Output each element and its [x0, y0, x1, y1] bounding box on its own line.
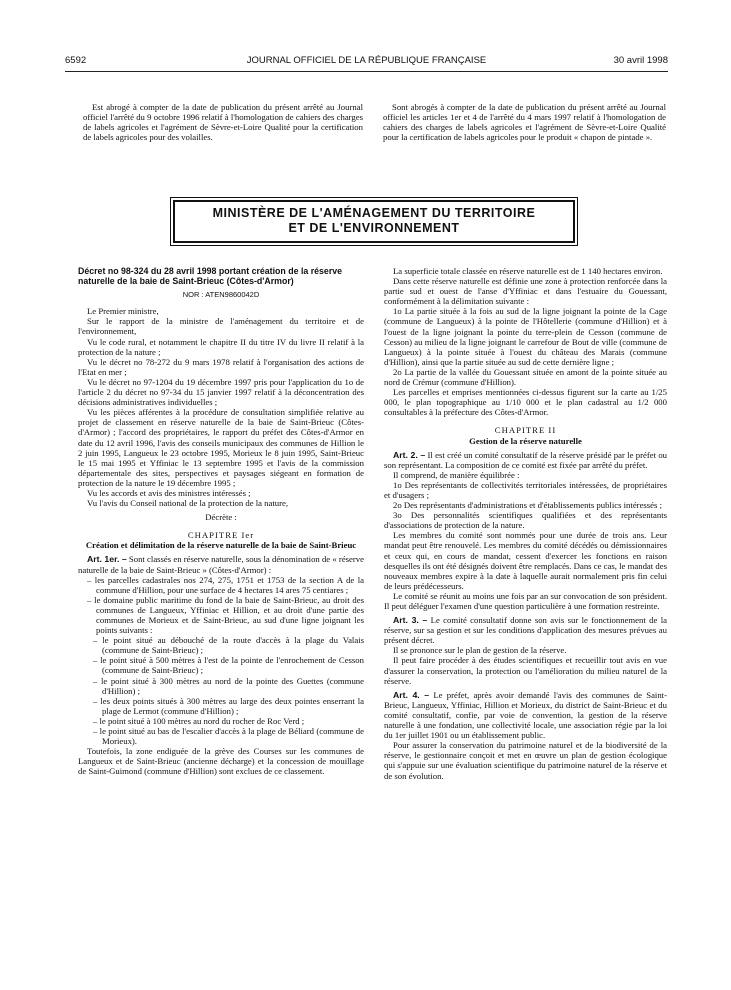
article-label: Art. 2. –: [393, 449, 426, 460]
ministry-line-1: MINISTÈRE DE L'AMÉNAGEMENT DU TERRITOIRE: [212, 206, 536, 220]
header-rule: [65, 71, 668, 72]
page-number: 6592: [65, 55, 87, 66]
ministry-line-2: ET DE L'ENVIRONNEMENT: [288, 221, 460, 235]
list-item: – les parcelles cadastrales nos 274, 275, 1751 et 1753 de la section A de la commune d'Hillion, pour une surface de 4 hectares 14 ares 75 centiares ;: [87, 574, 364, 595]
paragraph: 1o La partie située à la fois au sud de la ligne joignant la pointe de la Cage (commune de Langueux) à la pointe de l'Hôtellerie (commune d'Hillion) et à l'ouest de la ligne joignant la pointe du terre-plein de Cesson (commune de Cesson) au milieu de la ligne joignant le carrefour de Bout de ville (commune de Langueux) à la pointe située à l'ouest du château des Marais (commune d'Hillion), ainsi que la partie située au sud de cette dernière ligne ;: [384, 306, 667, 367]
preamble-paragraph: Vu le code rural, et notamment le chapitre II du titre IV du livre II relatif à la protection de la nature ;: [78, 336, 364, 357]
paragraph: Est abrogé à compter de la date de publication du présent arrêté au Journal officiel l'arrêté du 9 octobre 1996 relatif à l'homologation de cahiers des charges de labels agricoles et l'agrément de Sèvre-et-Loire Qualité pour la certification de labels agricoles pour des volailles.: [83, 102, 363, 143]
journal-title: JOURNAL OFFICIEL DE LA RÉPUBLIQUE FRANÇAISE: [246, 55, 487, 66]
preamble-paragraph: Le Premier ministre,: [87, 306, 159, 317]
article-label: Art. 1er. –: [87, 554, 127, 565]
preamble-paragraph: Sur le rapport de la ministre de l'aménagement du territoire et de l'environnement,: [78, 316, 364, 337]
list-item: – le point situé à 100 mètres au nord du rocher de Roc Verd ;: [93, 715, 305, 726]
article-label: Art. 4. –: [393, 689, 430, 700]
chapter-label: CHAPITRE Ier: [187, 530, 255, 541]
list-item: – le point situé à 500 mètres à l'est de la pointe de l'enrochement de Cesson (commune de Saint-Brieuc) ;: [93, 655, 364, 676]
paragraph: Il se prononce sur le plan de gestion de la réserve.: [393, 645, 567, 656]
paragraph: Les parcelles et emprises mentionnées ci-dessus figurent sur la carte au 1/25 000, le plan topographique au 1/10 000 et le plan cadastral au 1/2 000 consultables à la préfecture des Côtes-d'Armor.: [384, 387, 667, 418]
preamble-paragraph: Vu les accords et avis des ministres intéressés ;: [87, 487, 251, 498]
list-item: – le domaine public maritime du fond de la baie de Saint-Brieuc, au droit des communes de Langueux, Yffiniac et Hillion, et au droit d'une partie des communes de Morieux et de Saint-Brieuc, au sud d'une ligne joignant les points suivants :: [87, 594, 364, 636]
paragraph: Pour assurer la conservation du patrimoine naturel et de la biodiversité de la réserve, le gestionnaire conçoit et met en œuvre un plan de gestion écologique qui s'appuie sur une évaluation scientifique du patrimoine naturel de la réserve et de son évolution.: [384, 740, 667, 781]
preamble-paragraph: Vu les pièces afférentes à la procédure de consultation simplifiée relative au projet de classement en réserve naturelle de la baie de Saint-Brieuc (Côtes-d'Armor) ; l'accord des propriétaires, le rapport du préfet des Côtes-d'Armor en date du 12 avril 1996, l'avis des conseils municipaux des communes de Hillion le 2 juin 1995, Langueux le 23 octobre 1995, Morieux le 8 juin 1995, Saint-Brieuc le 15 mai 1995 et Yffiniac le 13 septembre 1995 et l'avis de la commission départementale des sites, perspectives et paysages siégeant en formation de protection de la nature le 19 décembre 1995 ;: [78, 407, 364, 488]
paragraph: Il comprend, de manière équilibrée :: [393, 469, 520, 480]
list-item: – le point situé au bas de l'escalier d'accès à la plage de Béliard (commune de Morieux).: [93, 726, 364, 747]
top-left-text: [83, 102, 363, 142]
list-item: – le point situé à 300 mètres au nord de la pointe des Guettes (commune d'Hillion) ;: [93, 675, 364, 696]
article-text: Le préfet, après avoir demandé l'avis des communes de Saint-Brieuc, Langueux, Yffiniac, Hillion et Morieux, du district de Saint-Brieuc et du comité consultatif, confie, par voie de convention, la gestion de la réserve naturelle à une fondation, une collectivité locale, une association régie par la loi du 1er juillet 1901 ou un établissement public.: [384, 689, 667, 741]
article-text: Le comité consultatif donne son avis sur le fonctionnement de la réserve, sur sa gestion et sur les conditions d'application des mesures prévues au présent décret.: [384, 615, 667, 646]
paragraph: Sont abrogés à compter de la date de publication du présent arrêté au Journal officiel les articles 1er et 4 de l'arrêté du 4 mars 1997 relatif à l'homologation de cahiers des charges de labels agricoles et l'agrément de Sèvre-et-Loire Qualité pour la certification de labels agricoles pour le produit « chapon de pintade ».: [383, 102, 666, 143]
paragraph: 2o La partie de la vallée du Gouessant située en amont de la pointe située au nord de Crémur (commune d'Hillion).: [384, 366, 667, 388]
decrete: Décrète :: [205, 512, 237, 523]
preamble-paragraph: Vu le décret no 97-1204 du 19 décembre 1997 pris pour l'application du 1o de l'article 2 du décret no 97-34 du 15 janvier 1997 relatif à la déconcentration des décisions administratives individuelles ;: [78, 376, 364, 408]
paragraph: Dans cette réserve naturelle est définie une zone à protection renforcée dans la partie sud et ouest de l'anse d'Yffiniac et dans l'estuaire du Gouessant, conformément à la délimitation suivante :: [384, 276, 667, 307]
chapter-title: Gestion de la réserve naturelle: [469, 435, 582, 446]
article-label: Art. 3. –: [393, 615, 428, 626]
paragraph: 1o Des représentants de collectivités territoriales intéressées, de propriétaires et d'usagers ;: [384, 479, 667, 500]
issue-date: 30 avril 1998: [613, 55, 668, 66]
paragraph: La superficie totale classée en réserve naturelle est de 1 140 hectares environ.: [393, 266, 663, 276]
paragraph: Le comité se réunit au moins une fois par an sur convocation de son président. Il peut déléguer l'examen d'une question particulière à une formation restreinte.: [384, 590, 667, 611]
ministry-heading: [173, 200, 575, 243]
list-item: – les deux points situés à 300 mètres au large des deux pointes enserrant la plage de Lermot (commune d'Hillion) ;: [93, 695, 364, 716]
paragraph: 2o Des représentants d'administrations et d'établissements publics intéressés ;: [393, 500, 663, 511]
paragraph: Toutefois, la zone endiguée de la grève des Courses sur les communes de Langueux et de Saint-Brieuc (ancienne décharge) et la concession de mouillage de Saint-Guimond (commune d'Hillion) sont exclues de ce classement.: [78, 746, 364, 777]
page-header: [65, 55, 668, 69]
preamble-paragraph: Vu le décret no 78-272 du 9 mars 1978 relatif à l'organisation des actions de l'Etat en mer ;: [78, 356, 364, 377]
left-column: [78, 266, 364, 777]
article-text: Sont classés en réserve naturelle, sous la dénomination de « réserve naturelle de la baie de Saint-Brieuc » (Côtes-d'Armor) :: [78, 554, 365, 575]
top-right-text: [383, 102, 666, 142]
article-text: Il est créé un comité consultatif de la réserve présidé par le préfet ou son représentant. La composition de ce comité est fixée par arrêté du préfet.: [384, 449, 668, 470]
nor-reference: NOR : ATEN9860042D: [182, 290, 260, 300]
decree-title: Décret no 98-324 du 28 avril 1998 portant création de la réserve naturelle de la baie de Saint-Brieuc (Côtes-d'Armor): [78, 266, 343, 287]
paragraph: Les membres du comité sont nommés pour une durée de trois ans. Leur mandat peut être renouvelé. Les membres du comité décédés ou démissionnaires et ceux qui, en cours de mandat, cessent d'exercer les fonctions en raison desquelles ils ont été désignés doivent être remplacés. Dans ce cas, le mandat des nouveaux membres expire à la date à laquelle aurait normalement pris fin celui de leurs prédécesseurs.: [384, 530, 667, 591]
chapter-label: CHAPITRE II: [494, 425, 557, 436]
chapter-title: Création et délimitation de la réserve naturelle de la baie de Saint-Brieuc: [85, 540, 357, 551]
right-column: [384, 266, 667, 781]
paragraph: Il peut faire procéder à des études scientifiques et recueillir tout avis en vue d'assurer la conservation, la protection ou l'amélioration du milieu naturel de la réserve.: [384, 655, 667, 686]
preamble-paragraph: Vu l'avis du Conseil national de la protection de la nature,: [87, 498, 289, 509]
paragraph: 3o Des personnalités scientifiques qualifiées et des représentants d'associations de protection de la nature.: [384, 510, 667, 531]
list-item: – le point situé au débouché de la route d'accès à la plage du Valais (commune de Saint-Brieuc) ;: [93, 635, 364, 656]
